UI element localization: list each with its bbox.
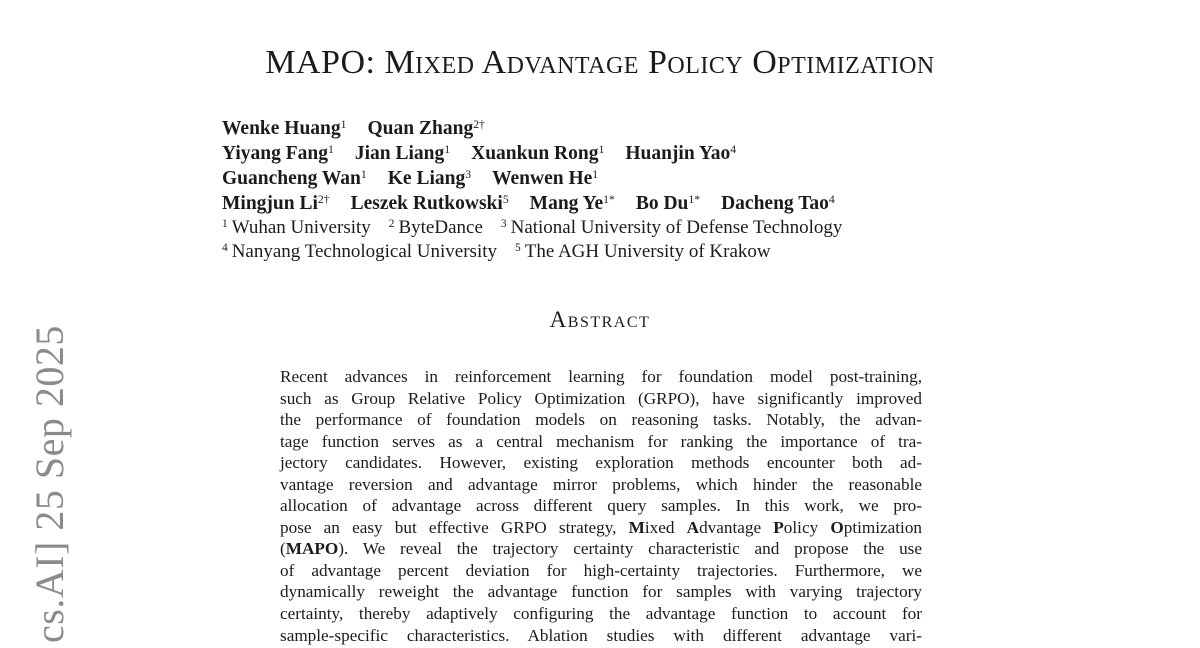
author-line — [222, 116, 922, 141]
abstract-line — [280, 603, 922, 625]
affiliation-sup: 5 — [515, 241, 521, 254]
abstract-text-segment: of advantage percent deviation for high-certainty trajectories. Furthermore, we — [280, 560, 922, 580]
abstract-line — [280, 517, 922, 539]
author-affil-sup: 1* — [688, 193, 701, 207]
author-line — [222, 191, 922, 216]
affiliation — [222, 241, 497, 262]
affiliation-sup: 1 — [222, 218, 228, 231]
abstract-line — [280, 625, 922, 647]
affiliation-block — [222, 216, 942, 263]
abstract-text-segment: olicy — [783, 517, 831, 537]
abstract-text-segment: the performance of foundation models on reasoning tasks. Notably, the advan- — [280, 410, 922, 430]
author — [222, 168, 367, 189]
abstract-text-segment: jectory candidates. However, existing exploration methods encounter both ad- — [280, 453, 922, 473]
author — [471, 143, 604, 164]
author — [625, 143, 736, 164]
author-affil-sup: 1 — [598, 143, 605, 157]
affiliation-line — [222, 216, 942, 240]
abstract-text-segment: MAPO — [285, 539, 339, 559]
author-affil-sup: 4 — [730, 143, 737, 157]
author — [368, 118, 485, 139]
abstract-text-segment: M — [628, 517, 645, 537]
abstract-text-segment: such as Group Relative Policy Optimization (GRPO), have significantly improved — [280, 388, 922, 408]
abstract-text-segment: Recent advances in reinforcement learning for foundation model post-training, — [280, 367, 922, 386]
abstract-text-segment: O — [830, 517, 844, 537]
author-name: Wenke Huang — [222, 118, 341, 139]
abstract-text-segment: ( — [280, 539, 286, 559]
author — [530, 193, 615, 214]
abstract-text-segment: sample-specific characteristics. Ablation studies with different advantage vari- — [280, 625, 922, 645]
abstract-text-segment: ). We reveal the trajectory certainty characteristic and propose the use — [338, 539, 922, 559]
author — [388, 168, 471, 189]
abstract-line — [280, 474, 922, 496]
abstract-heading: Abstract — [549, 307, 651, 332]
affiliation-name: ByteDance — [398, 217, 483, 238]
author-name: Yiyang Fang — [222, 143, 329, 164]
author — [721, 193, 835, 214]
affiliation — [501, 217, 843, 238]
author-affil-sup: 4 — [828, 193, 835, 207]
author-block — [222, 116, 922, 216]
affiliation — [222, 217, 371, 238]
author — [351, 193, 509, 214]
abstract-text-segment: allocation of advantage across different query samples. In this work, we pro- — [280, 496, 922, 516]
author-affil-sup: 1 — [444, 143, 451, 157]
abstract-line — [280, 409, 922, 431]
author-line — [222, 166, 922, 191]
affiliation-name: Nanyang Technological University — [231, 240, 498, 262]
author-affil-sup: 5 — [502, 193, 509, 207]
abstract-text-segment: certainty, thereby adaptively configuring the advantage function to account for — [280, 604, 922, 624]
author-name: Dacheng Tao — [721, 193, 829, 214]
author-name: Quan Zhang — [367, 118, 474, 139]
author — [636, 193, 700, 214]
affiliation-sup: 4 — [222, 241, 228, 254]
author-name: Jian Liang — [354, 143, 445, 164]
abstract-text-segment: A — [686, 517, 700, 537]
abstract-line — [280, 538, 922, 560]
author-name: Ke Liang — [387, 168, 466, 189]
author-affil-sup: 2† — [317, 193, 330, 207]
abstract-text-segment: dynamically reweight the advantage function for samples with varying trajectory — [280, 582, 922, 602]
author — [222, 118, 347, 139]
author-name: Xuankun Rong — [471, 143, 599, 164]
affiliation-name: National University of Defense Technology — [510, 217, 843, 238]
author — [355, 143, 450, 164]
affiliation — [389, 217, 483, 238]
abstract-body — [280, 366, 922, 646]
author-name: Mang Ye — [529, 193, 604, 214]
abstract-line — [280, 366, 922, 388]
author-affil-sup: 3 — [465, 168, 472, 182]
author-name: Bo Du — [635, 193, 689, 214]
abstract-text-segment: ptimization — [843, 517, 923, 537]
abstract-line — [280, 388, 922, 410]
abstract-text-segment: P — [773, 517, 784, 537]
affiliation-name: The AGH University of Krakow — [524, 240, 771, 262]
author-affil-sup: 1 — [592, 168, 599, 182]
affiliation-name: Wuhan University — [231, 217, 371, 238]
author-name: Wenwen He — [492, 168, 593, 189]
author-affil-sup: 1* — [603, 193, 615, 207]
author — [222, 193, 330, 214]
abstract-line — [280, 560, 922, 582]
abstract-text-segment: tage function serves as a central mechanism for ranking the importance of tra- — [280, 431, 922, 451]
affiliation — [515, 241, 771, 262]
affiliation-sup: 2 — [388, 218, 395, 231]
author — [222, 143, 334, 164]
author-name: Guancheng Wan — [222, 168, 361, 189]
author-affil-sup: 1 — [340, 118, 347, 132]
abstract-line — [280, 452, 922, 474]
abstract-text-segment: pose an easy but effective GRPO strategy, — [280, 517, 629, 537]
paper-title: MAPO: Mixed Advantage Policy Optimization — [265, 44, 935, 81]
author-name: Huanjin Yao — [625, 143, 731, 164]
abstract-text-segment: ixed — [644, 517, 687, 537]
author — [492, 168, 598, 189]
arxiv-stamp: cs.AI] 25 Sep 2025 — [27, 325, 72, 643]
author-line — [222, 141, 922, 166]
author-affil-sup: 1 — [328, 143, 334, 157]
affiliation-line — [222, 240, 942, 264]
abstract-text-segment: vantage reversion and advantage mirror problems, which hinder the reasonable — [280, 474, 922, 494]
abstract-text-segment: dvantage — [699, 517, 774, 537]
abstract-line — [280, 431, 922, 453]
affiliation-sup: 3 — [500, 218, 507, 231]
author-affil-sup: 2† — [473, 118, 485, 132]
abstract-line — [280, 581, 922, 603]
author-affil-sup: 1 — [360, 168, 367, 182]
author-name: Leszek Rutkowski — [350, 193, 503, 214]
abstract-line — [280, 495, 922, 517]
author-name: Mingjun Li — [222, 193, 318, 214]
